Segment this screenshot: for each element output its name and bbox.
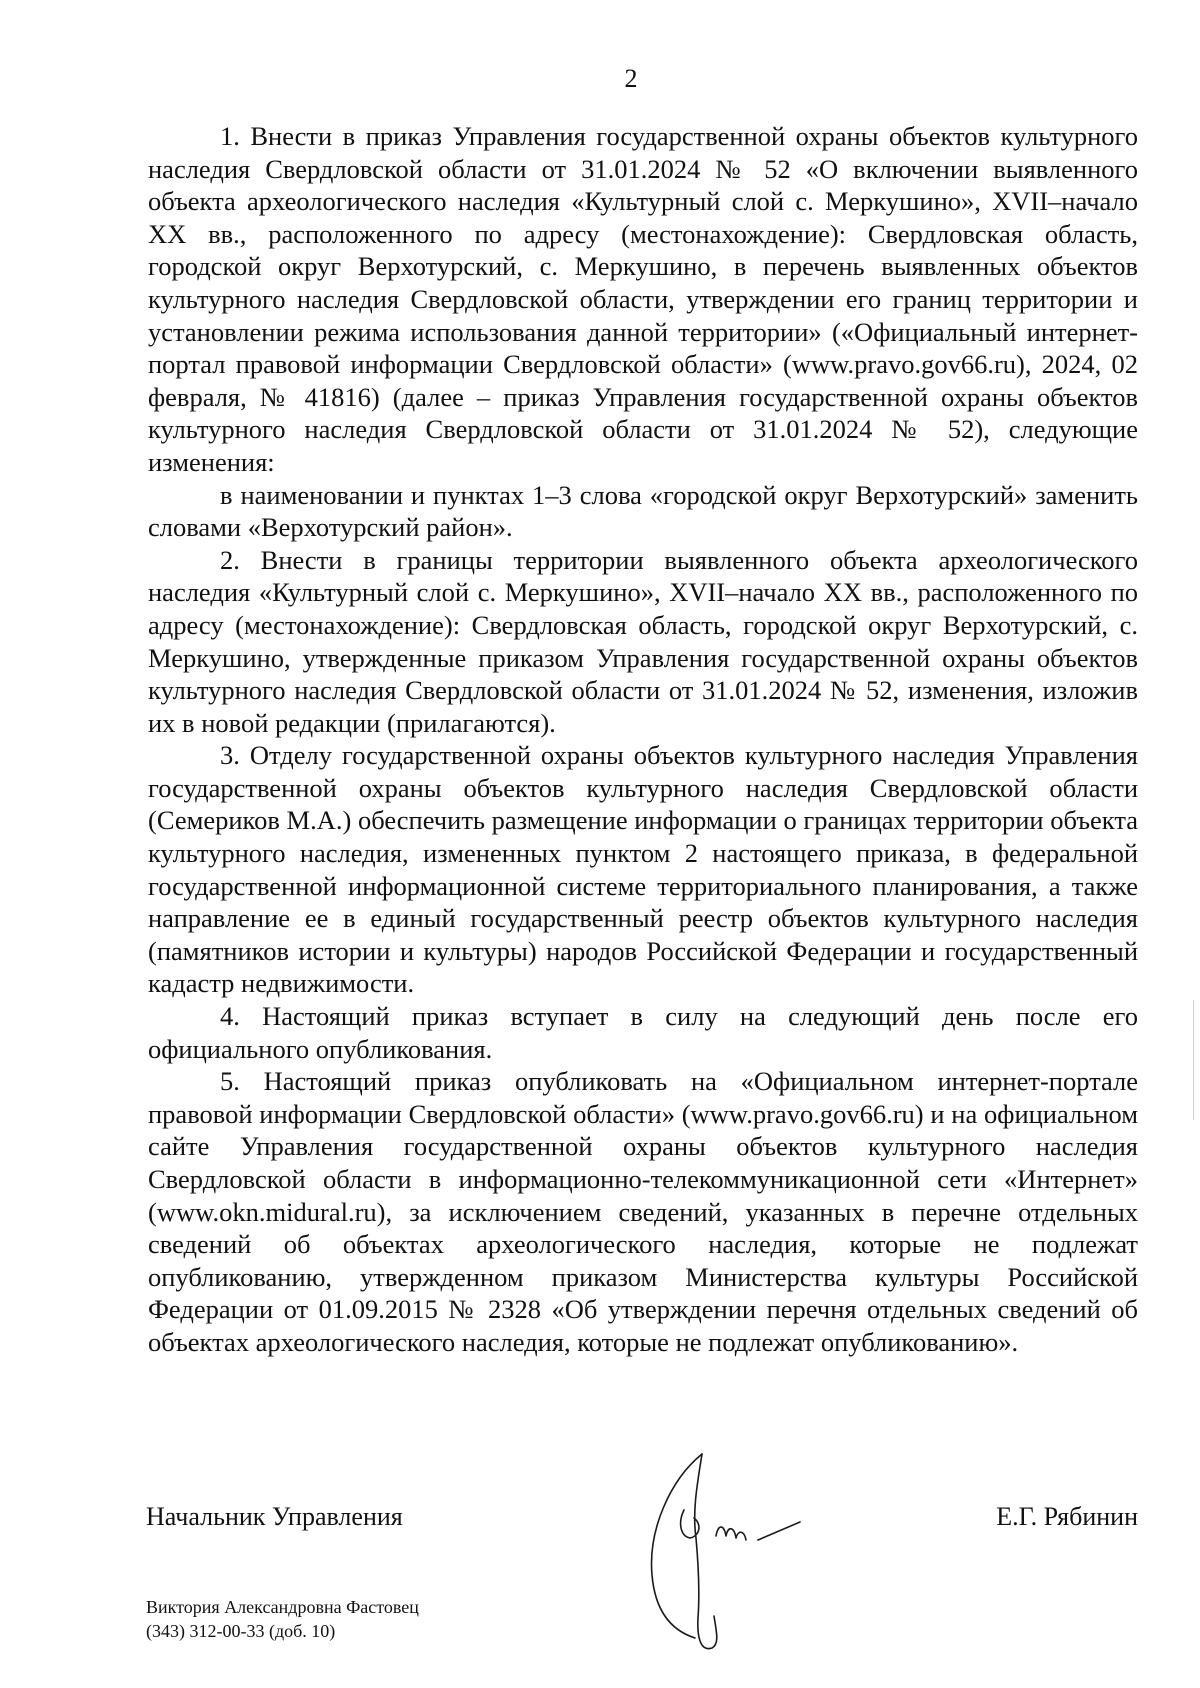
scan-edge-mark [1193,1000,1194,1120]
signatory-position: Начальник Управления [146,1502,403,1531]
order-body [148,120,1138,1359]
signatory-name: Е.Г. Рябинин [996,1502,1138,1531]
paragraph-2: 2. Внести в границы территории выявленного объекта археологического наследия «Культурный слой с. Меркушино», XVII–начало XX вв., расположенного по адресу (местонахождение): Свердловская область, городской округ Верхотурский, с. Меркушино, утвержденные приказом Управления государственной охраны объектов культурного наследия Свердловской области от 31.01.2024 № 52, изменения, изложив их в новой редакции (прилагаются). [148,544,1138,738]
handwritten-signature [640,1440,850,1660]
executor-name: Виктория Александровна Фастовец [146,1597,419,1617]
paragraph-4: 4. Настоящий приказ вступает в силу на следующий день после его официального опубликования. [148,1001,1138,1064]
paragraph-5: 5. Настоящий приказ опубликовать на «Официальном интернет-портале правовой информации Свердловской области» (www.pravo.gov66.ru) и на официальном сайте Управления государственной охраны объектов культурного наследия Свердловской области в информационно-телекоммуникационной сети «Интернет» (www.okn.midural.ru), за исключением сведений, указанных в перечне отдельных сведений об объектах археологического наследия, которые не подлежат опубликованию, утвержденном приказом Министерства культуры Российской Федерации от 01.09.2015 № 2328 «Об утверждении перечня отдельных сведений об объектах археологического наследия, которые не подлежат опубликованию». [148,1066,1138,1357]
page-number: 2 [624,64,638,93]
paragraph-3: 3. Отделу государственной охраны объектов культурного наследия Управления государственной охраны объектов культурного наследия Свердловской области (Семериков М.А.) обеспечить размещение информации о границах территории объекта культурного наследия, измененных пунктом 2 настоящего приказа, в федеральной государственной информационной системе территориального планирования, а также направление ее в единый государственный реестр объектов культурного наследия (памятников истории и культуры) народов Российской Федерации и государственный кадастр недвижимости. [148,740,1138,999]
executor-phone: (343) 312-00-33 (доб. 10) [146,1621,336,1641]
executor-footer [146,1595,419,1643]
paragraph-1-amendment: в наименовании и пунктах 1–3 слова «городской округ Верхотурский» заменить словами «Верхотурский район». [148,479,1138,543]
paragraph-1: 1. Внести в приказ Управления государственной охраны объектов культурного наследия Свердловской области от 31.01.2024 № 52 «О включении выявленного объекта археологического наследия «Культурный слой с. Меркушино», XVII–начало XX вв., расположенного по адресу (местонахождение): Свердловская область, городской округ Верхотурский, с. Меркушино, в перечень выявленных объектов культурного наследия Свердловской области, утверждении его границ территории и установлении режима использования данной территории» («Официальный интернет-портал правовой информации Свердловской области» (www.pravo.gov66.ru), 2024, 02 февраля, № 41816) (далее – приказ Управления государственной охраны объектов культурного наследия Свердловской области от 31.01.2024 № 52), следующие изменения: [148,121,1138,477]
